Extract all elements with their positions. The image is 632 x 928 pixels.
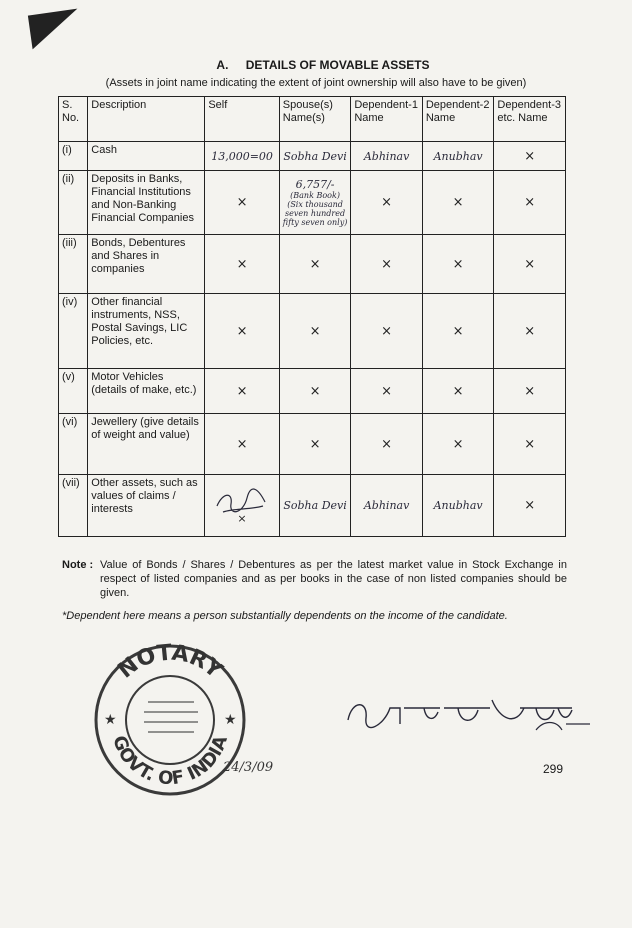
cell-spouse: × <box>279 369 351 414</box>
cell-self: × <box>205 235 279 294</box>
header-dependent-2: Dependent-2 Name <box>422 97 494 142</box>
cell-self: × <box>205 171 279 235</box>
header-description: Description <box>88 97 205 142</box>
scan-corner-mark <box>28 9 82 50</box>
notary-seal-stamp <box>90 640 250 800</box>
row-description: Jewellery (give details of weight and value) <box>88 414 205 475</box>
row-sno: (vi) <box>59 414 88 475</box>
cell-dependent-3: × <box>494 171 566 235</box>
row-description: Other assets, such as values of claims / interests <box>88 475 205 537</box>
table-row <box>59 475 566 537</box>
cell-dependent-1: Abhinav <box>351 142 423 171</box>
seal-star-right: ★ <box>224 711 237 727</box>
self-cross-mark: × <box>237 511 247 524</box>
row-sno: (iii) <box>59 235 88 294</box>
cell-spouse: × <box>279 414 351 475</box>
cell-dependent-3: × <box>494 142 566 171</box>
cell-self: × <box>205 369 279 414</box>
header-dependent-1 <box>351 97 423 142</box>
cell-dependent-3: × <box>494 414 566 475</box>
note-text: Value of Bonds / Shares / Debentures as per the latest market value in Stock Exchange in respect of listed companies and as per books in the case of non listed companies should be given. <box>100 559 567 599</box>
section-subtitle: (Assets in joint name indicating the extent of joint ownership will also have to be given) <box>105 77 527 89</box>
row-description: Deposits in Banks, Financial Institutions and Non-Banking Financial Companies <box>88 171 205 235</box>
row-sno: (vii) <box>59 475 88 537</box>
cell-spouse: × <box>279 294 351 369</box>
cell-self: × <box>205 414 279 475</box>
seal-inner-lines <box>144 702 198 732</box>
note-label: Note : <box>62 559 94 571</box>
row-description: Bonds, Debentures and Shares in companies <box>88 235 205 294</box>
seal-star-left: ★ <box>104 711 117 727</box>
note-block <box>62 558 567 600</box>
cell-self: 13,000=00 <box>205 142 279 171</box>
row-description: Other financial instruments, NSS, Postal Savings, LIC Policies, etc. <box>88 294 205 369</box>
spouse-deposit-amount: 6,757/- <box>295 178 335 191</box>
cell-dependent-2: Anubhav <box>422 475 494 537</box>
table-row <box>59 294 566 369</box>
row-description: Cash <box>88 142 205 171</box>
cell-dependent-2: × <box>422 369 494 414</box>
seal-bottom-text: GOVT. OF INDIA <box>108 732 232 790</box>
cell-dependent-1: Abhinav <box>351 475 423 537</box>
cell-dependent-1: × <box>351 294 423 369</box>
seal-top-text: NOTARY <box>113 640 227 684</box>
cell-spouse <box>279 171 351 235</box>
dependent-footnote: *Dependent here means a person substantially dependents on the income of the candidate. <box>62 610 508 622</box>
header-self: Self <box>205 97 279 142</box>
cell-dependent-1: × <box>351 369 423 414</box>
table-row <box>59 414 566 475</box>
movable-assets-table <box>58 96 566 537</box>
cell-dependent-3: × <box>494 475 566 537</box>
cell-self <box>205 475 279 537</box>
row-sno: (iv) <box>59 294 88 369</box>
cell-dependent-3: × <box>494 235 566 294</box>
cell-dependent-2: Anubhav <box>422 142 494 171</box>
self-signature-scribble <box>213 484 271 524</box>
section-letter: A. <box>216 58 229 72</box>
spouse-deposit-note: (Bank Book) (Six thousand seven hundred fifty seven only) <box>282 191 348 227</box>
cell-dependent-2: × <box>422 414 494 475</box>
table-row <box>59 142 566 171</box>
cell-dependent-1: × <box>351 235 423 294</box>
header-spouse: Spouse(s) Name(s) <box>279 97 351 142</box>
table-row <box>59 369 566 414</box>
cell-dependent-2: × <box>422 171 494 235</box>
table-row <box>59 235 566 294</box>
section-title <box>0 58 632 72</box>
handwritten-date: 24/3/09 <box>223 760 274 775</box>
header-dependent-1-label: Dependent-1 Name <box>354 99 418 124</box>
cell-dependent-3: × <box>494 369 566 414</box>
row-sno: (v) <box>59 369 88 414</box>
candidate-signature <box>340 690 600 740</box>
cell-dependent-3: × <box>494 294 566 369</box>
header-sno: S. No. <box>59 97 88 142</box>
cell-dependent-2: × <box>422 235 494 294</box>
row-description: Motor Vehicles (details of make, etc.) <box>88 369 205 414</box>
header-dependent-3: Dependent-3 etc. Name <box>494 97 566 142</box>
row-sno: (ii) <box>59 171 88 235</box>
section-title-text: DETAILS OF MOVABLE ASSETS <box>245 58 430 72</box>
table-body <box>59 142 566 537</box>
page-number: 299 <box>543 762 564 776</box>
cell-dependent-2: × <box>422 294 494 369</box>
table-header-row <box>59 97 566 142</box>
cell-self: × <box>205 294 279 369</box>
row-sno: (i) <box>59 142 88 171</box>
cell-dependent-1: × <box>351 414 423 475</box>
table-row <box>59 171 566 235</box>
cell-dependent-1: × <box>351 171 423 235</box>
cell-spouse: Sobha Devi <box>279 142 351 171</box>
cell-spouse: Sobha Devi <box>279 475 351 537</box>
cell-spouse: × <box>279 235 351 294</box>
